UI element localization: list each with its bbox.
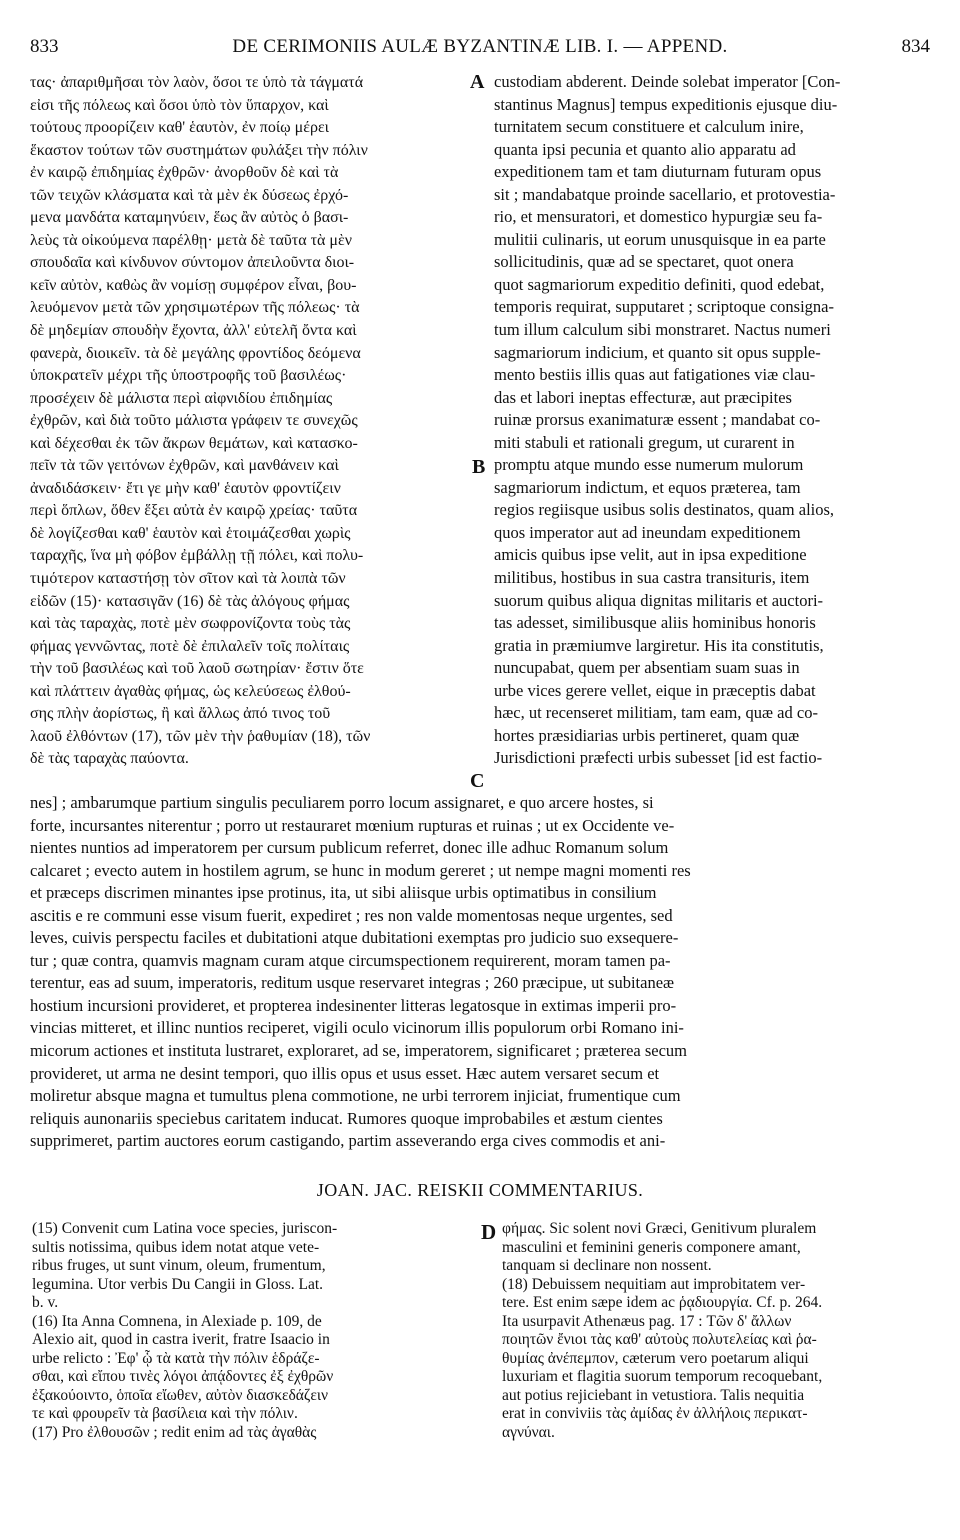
commentary-footnotes-right: φήμας. Sic solent novi Græci, Genitivum pluralem masculini et feminini generis componere amant, tanquam si declinare non nossent. (18) Debuissem nequitiam aut improbitatem ver- tere. Est enim sæpe idem ac ῥᾳδιουργία. Cf. p. 264. Ita usurpavit Athenæus pag. 17 : Τῶν δ' ἄλλων ποιητῶν ἔνιοι τὰς καθ' αὐτοὺς πολυτελείας καὶ ῥα- θυμίας ἀνέπεμπον, cæterum vero poetarum aliqui luxuriam et flagitia suorum temporum recoquebant, aut potius rejiciebant in vetustiora. Talis nequitia erat in conviviis τὰς ἀμίδας ἐν ἀλλήλοις περικατ- αγνύναι. — [502, 1220, 823, 1442]
greek-text-column: τας· ἀπαριθμῆσαι τὸν λαὸν, ὅσοι τε ὑπὸ τὰ τάγματά εἰσι τῆς πόλεως καὶ ὅσοι ὑπὸ τὸν ὕπαρχον, καὶ τούτους προορίζειν καθ' ἑαυτὸν, ἐν ποίῳ μέρει ἕκαστον τούτων τῶν συστημάτων φυλάξει τὴν πόλιν ἐν καιρῷ ἐπιδημίας ἐχθρῶν· ἀνορθοῦν δὲ καὶ τὰ τῶν τειχῶν κλάσματα καὶ τὰ μὲν ἐκ δύσεως ἐρχό- μενα μανδάτα καταμηνύειν, ἕως ἂν αὐτὸς ὁ βασι- λεὺς τὰ οἰκούμενα παρέλθῃ· μετὰ δὲ ταῦτα τὰ μὲν σπουδαῖα καὶ κίνδυνον σύντομον ἀπειλοῦντα διοι- κεῖν αὐτὸν, καθὼς ἂν νομίσῃ συμφέρον εἶναι, βου- λευόμενον μετὰ τῶν χρησιμωτέρων τῆς πόλεως· τὰ δὲ μηδεμίαν σπουδὴν ἔχοντα, ἀλλ' εὐτελῆ ὄντα καὶ φανερὰ, διοικεῖν. τὰ δὲ μεγάλης φροντίδος δεόμενα ὑποκρατεῖν μέχρι τῆς ὑποστροφῆς τοῦ βασιλέως· προσέχειν δὲ μάλιστα περὶ αἰφνιδίου ἐπιδημίας ἐχθρῶν, καὶ διὰ τοῦτο μάλιστα γράφειν τε συνεχῶς καὶ δέχεσθαι ἐκ τῶν ἄκρων θεμάτων, καὶ κατασκο- πεῖν τὰ τῶν γειτόνων ἐχθρῶν, καὶ μανθάνειν καὶ ἀναδιδάσκειν· ἔτι γε μὴν καθ' ἑαυτὸν φροντίζειν περὶ ὅπλων, ὅθεν ἕξει αὐτὰ ἐν καιρῷ χρείας· ταῦτα δὲ λογίζεσθαι καθ' ἑαυτὸν καὶ ἑτοιμάζεσθαι χωρὶς ταραχῆς, ἵνα μὴ φόβον ἐμβάλλῃ τῇ πόλει, καὶ πολυ- τιμότερον καταστήσῃ τὸν σῖτον καὶ τὰ λοιπὰ τῶν εἰδῶν (15)· κατασιγᾶν (16) δὲ τὰς ἀλόγους φήμας καὶ τὰς ταραχὰς, ποτὲ μὲν σωφρονίζοντα τοὺς τὰς φήμας γεννῶντας, ποτὲ δὲ ἐπιλαλεῖν τοῖς πολίταις τὴν τοῦ βασιλέως καὶ τοῦ λαοῦ σωτηρίαν· ἔστιν ὅτε καὶ πλάττειν ἀγαθὰς φήμας, ὡς κελεύσεως ἐλθού- σης πλὴν ἀορίστως, ἢ καὶ ἄλλως ἀπό τινος τοῦ λαοῦ ἐλθόντων (17), τῶν μὲν τὴν ῥαθυμίαν (18), τῶν δὲ τὰς ταραχὰς παύοντα. — [30, 74, 371, 768]
latin-translation-column: custodiam abderent. Deinde solebat imperator [Con- stantinus Magnus] tempus expeditionis ejusque diu- turnitatem secum constituere et calculum inire, quanta ipsi pecunia et quanto alio apparatu ad expeditionem tam et tam diuturnam futuram opus sit ; mandabatque proinde sacellario, et protovestia- rio, et mensuratori, et domestico hypurgiæ seu fa- mulitii culinaris, ut eorum unusquisque in ea parte sollicitudinis, quæ ad se spectaret, quot onera quot sagmariorum expeditio definiti, quod edebat, temporis requirat, supputaret ; scriptoque consigna- tum illum calculum sibi monstraret. Nactus numeri sagmariorum indicium, et quanto sit opus supple- mento bestiis illis quas aut fatigationes viæ clau- das et labori ineptas effecturæ, aut præcipites ruinæ prorsus exanimaturæ essent ; mandabat co- miti stabuli et rationali gregum, ut curarent in promptu atque mundo esse numerum mulorum sagmariorum indictum, et equos præterea, tam regios regiisque usibus solis destinatos, quam alios, quos imperator aut ad ineundam expeditionem amicis quibus ipse velit, aut in ipsa expeditione militibus, hostibus in sua castra transituris, item suorum quibus aliqua dignitas militaris et auctori- tas adesset, similibusque aliis hominibus honoris gratia in præmiumve largiretur. His ita constitutis, nuncupabat, quem per absentiam suam suas in urbe vices gerere vellet, eique in præceptis dabat hæc, ut recenseret militiam, tam eam, quæ ad co- hortes præsidiarias urbis pertineret, quam quæ Jurisdictioni præfecti urbis subesset [id est factio- — [494, 72, 841, 768]
section-marker-a: A — [470, 71, 485, 93]
commentary-footnotes-left: (15) Convenit cum Latina voce species, juriscon- sultis notissima, quibus idem notat atque vete- ribus fruges, ut sunt vinum, oleum, frumentum, legumina. Utor verbis Du Cangii in Gloss. Lat. b. v. (16) Ita Anna Comnena, in Alexiade p. 109, de Alexio ait, quod in castra iverit, fratre Isaacio in urbe relicto : Ἐφ' ᾧ τὰ κατὰ τὴν πόλιν ἑδράζε- σθαι, καὶ εἴπου τινὲς λόγοι ἀπᾴδοντες ἐξ ἐχθρῶν ἐξακούοιντο, ὁποῖα εἴωθεν, αὐτὸν διασκεδάζειν τε καὶ φρουρεῖν τὰ βασίλεια καὶ τὴν πόλιν. (17) Pro ἐλθουσῶν ; redit enim ad τὰς ἀγαθὰς — [32, 1220, 338, 1442]
latin-translation-full-width: nes] ; ambarumque partium singulis peculiarem porro locum assignaret, e quo arcere hostes, si forte, incursantes niterentur ; porro ut restauraret mœnium rupturas et ruinas ; ut ex Occidente ve- nientes nuntios ad imperatorem per cursum publicum referret, donec ille adhuc Romanum solum calcaret ; evecto autem in hostilem agrum, se hunc in modum gereret ; ut nempe magni momenti res et præceps discrimen minantes ipse protinus, ita, ut sibi aliisque urbis optimatibus in consilium ascitis e re communi esse visum fuerit, expediret ; res non valde momentosas neque urgentes, sed leves, cuivis perspectu faciles et dubitationi atque dubitationi exemptas pro judicio suo exsequere- tur ; quæ contra, quamvis magnam curam atque circumspectionem requirerent, moram tamen pa- terentur, eas ad suum, imperatoris, reditum usque reservaret integras ; 260 præcipue, ut subitaneæ hostium incursioni provideret, et propterea indesinenter litteras legatosque in extimas imperii pro- vincias mitteret, et illinc nuntios reciperet, vigili oculo vicinorum illis populorum orbi Romano ini- micorum actiones et instituta lustraret, exploraret, ad se, imperatorem, significaret ; præterea secum provideret, ut arma ne desint tempori, quo illis opus et usus esset. Hæc autem versaret secum et moliretur absque magna et tumultus plena commotione, ne urbi terrorem injiciat, frumentique cum reliquis aunonariis speciebus caritatem inducat. Rumores quoque improbabiles et æstum cientes supprimeret, partim auctores eorum castigando, partim asseverando erga cives commodis et ani- — [30, 793, 691, 1151]
page-number-right: 834 — [901, 36, 930, 57]
section-marker-d: D — [481, 1220, 497, 1244]
running-header — [30, 36, 930, 66]
section-marker-c: C — [470, 770, 485, 792]
running-title: DE CERIMONIIS AULÆ BYZANTINÆ LIB. I. — APPEND. — [232, 36, 728, 57]
section-marker-b: B — [472, 456, 486, 478]
page-number-left: 833 — [30, 36, 59, 57]
commentary-heading: JOAN. JAC. REISKII COMMENTARIUS. — [316, 1180, 644, 1200]
